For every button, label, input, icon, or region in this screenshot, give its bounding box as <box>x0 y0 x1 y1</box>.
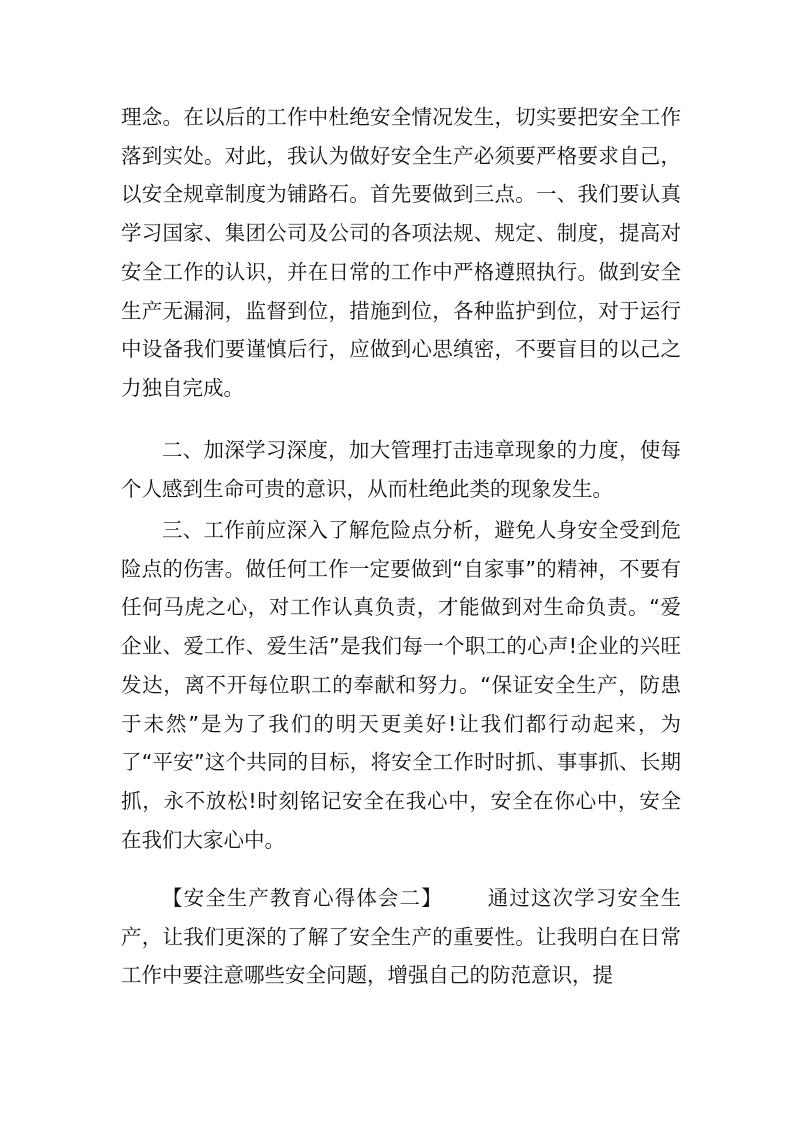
paragraph-safety-principles: 理念。在以后的工作中杜绝安全情况发生，切实要把安全工作落到实处。对此，我认为做好安全生产必须要严格要求自己，以安全规章制度为铺路石。首先要做到三点。一、我们要认真学习国家、集团公司及公司的各项法规、规定、制度，提高对安全工作的认识，并在日常的工作中严格遵照执行。做到安全生产无漏洞，监督到位，措施到位，各种监护到位，对于运行中设备我们要谨慎后行，应做到心思缜密，不要盲目的以己之力独自完成。 <box>121 105 681 400</box>
section-heading: 【安全生产教育心得体会二】 <box>162 886 443 910</box>
paragraph-experience-two <box>121 879 681 995</box>
paragraph-point-three: 三、工作前应深入了解危险点分析，避免人身安全受到危险点的伤害。做任何工作一定要做到“自家事”的精神，不要有任何马虎之心，对工作认真负责，才能做到对生命负责。“爱企业、爱工作、爱生活”是我们每一个职工的心声!企业的兴旺发达，离不开每位职工的奉献和努力。“保证安全生产，防患于未然”是为了我们的明天更美好!让我们都行动起来，为了“平安”这个共同的目标，将安全工作时时抓、事事抓、长期抓，永不放松!时刻铭记安全在我心中，安全在你心中，安全在我们大家心中。 <box>121 518 681 852</box>
paragraph-point-two: 二、加深学习深度，加大管理打击违章现象的力度，使每个人感到生命可贵的意识，从而杜绝此类的现象发生。 <box>121 438 681 501</box>
section-body-text: 通过这次学习安全生产，让我们更深的了解了安全生产的重要性。让我明白在日常工作中要注意哪些安全问题，增强自己的防范意识，提 <box>121 886 682 988</box>
